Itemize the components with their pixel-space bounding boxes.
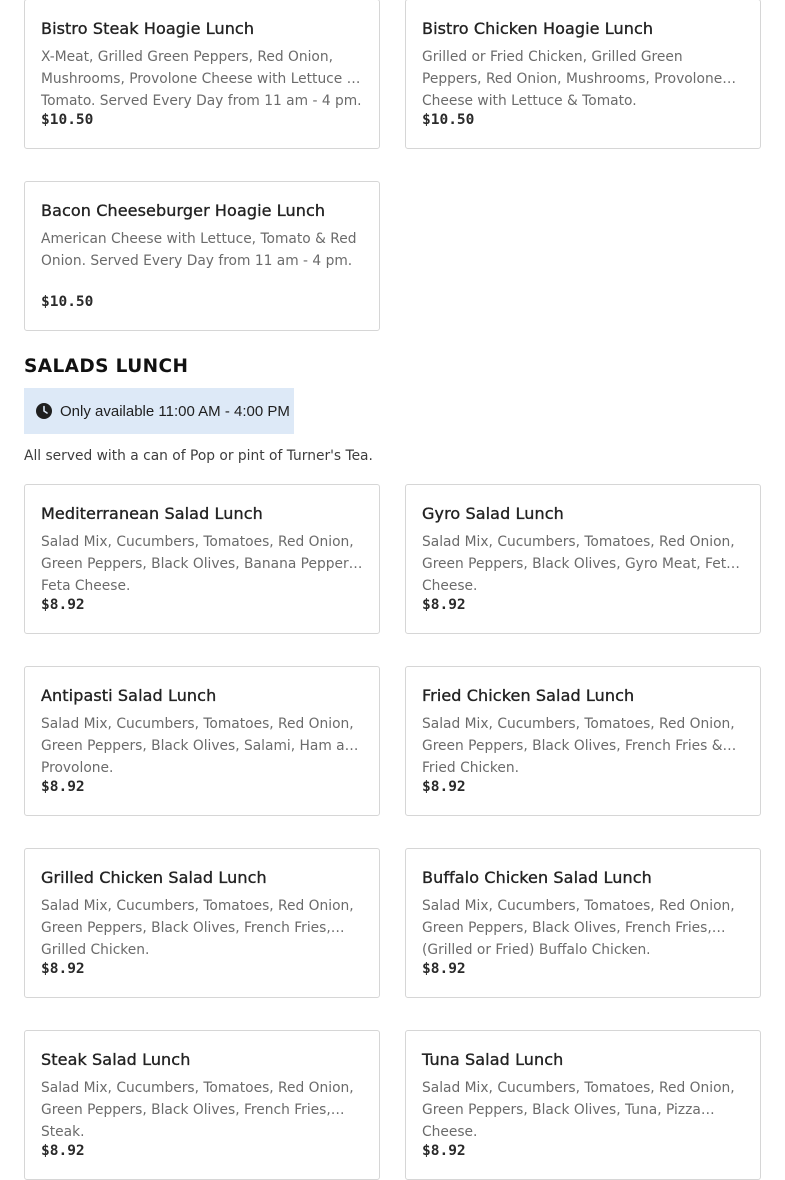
- menu-item-description: Salad Mix, Cucumbers, Tomatoes, Red Onion, Green Peppers, Black Olives, Banana Peppers, Feta Cheese.: [41, 534, 361, 594]
- section-note: All served with a can of Pop or pint of Turner's Tea.: [24, 448, 373, 464]
- menu-item-name: Buffalo Chicken Salad Lunch: [422, 868, 652, 887]
- menu-item-price: $8.92: [422, 597, 466, 613]
- section-title: SALADS LUNCH: [24, 356, 189, 377]
- menu-item-name: Antipasti Salad Lunch: [41, 686, 217, 705]
- menu-item-description: Salad Mix, Cucumbers, Tomatoes, Red Onion, Green Peppers, Black Olives, French Fries, Grilled Chicken.: [41, 898, 354, 958]
- menu-item-card[interactable]: [24, 1030, 380, 1180]
- hoagie-menu-grid: [24, 0, 761, 331]
- availability-banner: [24, 388, 294, 434]
- menu-item-description: Grilled or Fried Chicken, Grilled Green Peppers, Red Onion, Mushrooms, Provolone Cheese with Lettuce & Tomato.: [422, 49, 723, 109]
- menu-item-description: Salad Mix, Cucumbers, Tomatoes, Red Onion, Green Peppers, Black Olives, Gyro Meat, Feta Cheese.: [422, 534, 735, 594]
- menu-item-price: $8.92: [41, 1143, 85, 1159]
- menu-item-description: Salad Mix, Cucumbers, Tomatoes, Red Onion, Green Peppers, Black Olives, Tuna, Pizza Cheese.: [422, 1080, 735, 1140]
- menu-item-description: Salad Mix, Cucumbers, Tomatoes, Red Onion, Green Peppers, Black Olives, French Fries, Steak.: [41, 1080, 354, 1140]
- menu-item-price: $8.92: [41, 961, 85, 977]
- menu-item-card[interactable]: [405, 848, 761, 998]
- menu-item-card[interactable]: [405, 0, 761, 149]
- menu-item-price: $10.50: [41, 112, 94, 128]
- menu-item-description: American Cheese with Lettuce, Tomato & Red Onion. Served Every Day from 11 am - 4 pm.: [41, 231, 357, 269]
- menu-item-name: Bistro Steak Hoagie Lunch: [41, 19, 255, 38]
- menu-item-card[interactable]: [24, 181, 380, 331]
- menu-item-card[interactable]: [24, 484, 380, 634]
- menu-item-card[interactable]: [24, 0, 380, 149]
- menu-item-price: $8.92: [422, 1143, 466, 1159]
- menu-item-card[interactable]: [24, 848, 380, 998]
- menu-item-name: Bacon Cheeseburger Hoagie Lunch: [41, 201, 326, 220]
- menu-item-price: $8.92: [41, 597, 85, 613]
- menu-item-description: Salad Mix, Cucumbers, Tomatoes, Red Onion, Green Peppers, Black Olives, French Fries, (Grilled or Fried) Buffalo Chicken.: [422, 898, 735, 958]
- salads-menu-grid: [24, 484, 761, 1180]
- menu-item-card[interactable]: [405, 1030, 761, 1180]
- menu-item-name: Gyro Salad Lunch: [422, 504, 564, 523]
- clock-icon: [36, 403, 52, 419]
- menu-item-name: Tuna Salad Lunch: [422, 1050, 564, 1069]
- menu-item-price: $10.50: [41, 294, 94, 310]
- menu-item-card[interactable]: [405, 666, 761, 816]
- menu-item-price: $10.50: [422, 112, 475, 128]
- menu-item-price: $8.92: [422, 779, 466, 795]
- menu-item-description: Salad Mix, Cucumbers, Tomatoes, Red Onion, Green Peppers, Black Olives, French Fries & Fried Chicken.: [422, 716, 735, 776]
- menu-item-description: Salad Mix, Cucumbers, Tomatoes, Red Onion, Green Peppers, Black Olives, Salami, Ham and Provolone.: [41, 716, 363, 776]
- availability-text: Only available 11:00 AM - 4:00 PM: [60, 402, 290, 420]
- menu-item-name: Grilled Chicken Salad Lunch: [41, 868, 267, 887]
- menu-item-name: Steak Salad Lunch: [41, 1050, 191, 1069]
- menu-item-name: Mediterranean Salad Lunch: [41, 504, 263, 523]
- menu-item-description: X-Meat, Grilled Green Peppers, Red Onion, Mushrooms, Provolone Cheese with Lettuce & Tomato. Served Every Day from 11 am - 4 pm.: [41, 49, 362, 109]
- menu-item-price: $8.92: [422, 961, 466, 977]
- menu-item-price: $8.92: [41, 779, 85, 795]
- menu-item-name: Fried Chicken Salad Lunch: [422, 686, 635, 705]
- menu-item-card[interactable]: [405, 484, 761, 634]
- menu-item-name: Bistro Chicken Hoagie Lunch: [422, 19, 654, 38]
- menu-item-card[interactable]: [24, 666, 380, 816]
